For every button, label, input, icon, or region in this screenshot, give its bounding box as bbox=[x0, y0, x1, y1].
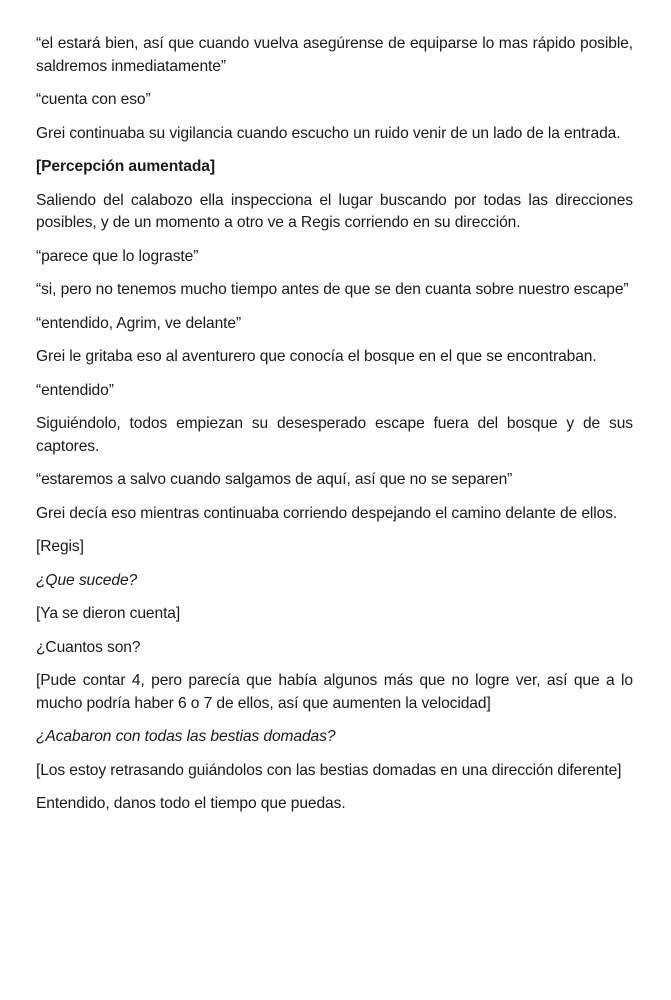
italic-paragraph: ¿Acabaron con todas las bestias domadas? bbox=[36, 728, 336, 745]
paragraph: Saliendo del calabozo ella inspecciona el lugar buscando por todas las direcciones posibles, y de un momento a otro ve a Regis corriendo en su dirección. bbox=[36, 191, 633, 231]
paragraph: Grei decía eso mientras continuaba corriendo despejando el camino delante de ellos. bbox=[36, 504, 618, 522]
paragraph: Siguiéndolo, todos empiezan su desesperado escape fuera del bosque y de sus captores. bbox=[36, 415, 633, 455]
paragraph: [Ya se dieron cuenta] bbox=[36, 605, 181, 622]
paragraph: “si, pero no tenemos mucho tiempo antes de que se den cuanta sobre nuestro escape” bbox=[36, 281, 629, 298]
paragraph: “el estará bien, así que cuando vuelva asegúrense de equiparse lo mas rápido posible, saldremos inmediatamente” bbox=[36, 35, 633, 75]
paragraph: [Regis] bbox=[36, 538, 84, 555]
paragraph: “cuenta con eso” bbox=[36, 91, 151, 108]
paragraph: “entendido, Agrim, ve delante” bbox=[36, 314, 242, 332]
paragraph: ¿Cuantos son? bbox=[36, 638, 141, 656]
skill-heading: [Percepción aumentada] bbox=[36, 158, 215, 175]
paragraph: Grei continuaba su vigilancia cuando escucho un ruido venir de un lado de la entrada. bbox=[36, 124, 621, 142]
paragraph: “parece que lo lograste” bbox=[36, 247, 199, 265]
paragraph: “estaremos a salvo cuando salgamos de aquí, así que no se separen” bbox=[36, 471, 513, 488]
paragraph: Grei le gritaba eso al aventurero que conocía el bosque en el que se encontraban. bbox=[36, 348, 597, 365]
italic-paragraph: ¿Que sucede? bbox=[36, 571, 138, 589]
document-page bbox=[36, 33, 633, 827]
paragraph: Entendido, danos todo el tiempo que puedas. bbox=[36, 795, 346, 812]
paragraph: “entendido” bbox=[36, 381, 114, 399]
paragraph: [Los estoy retrasando guiándolos con las bestias domadas en una dirección diferente] bbox=[36, 761, 622, 779]
paragraph: [Pude contar 4, pero parecía que había algunos más que no logre ver, así que a lo mucho podría haber 6 o 7 de ellos, así que aumenten la velocidad] bbox=[36, 672, 633, 712]
